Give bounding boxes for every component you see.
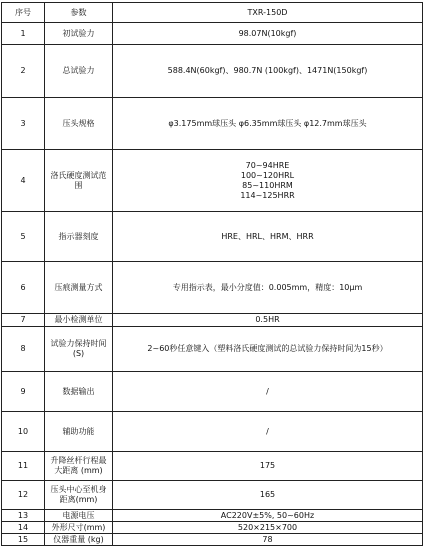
row-no: 5 (2, 212, 45, 262)
table-row (2, 23, 423, 45)
row-param: 升降丝杆行程最大距离 (mm) (45, 452, 113, 481)
header-param: 参数 (45, 3, 113, 23)
table-row (2, 314, 423, 327)
row-value: φ3.175mm球压头 φ6.35mm球压头 φ12.7mm球压头 (113, 98, 423, 150)
row-value: 520×215×700 (113, 522, 423, 534)
table-row (2, 481, 423, 510)
row-value: 0.5HR (113, 314, 423, 327)
range-line: 85~110HRM (242, 180, 293, 190)
row-value-multiline (113, 150, 423, 212)
table-row (2, 412, 423, 452)
row-no: 2 (2, 45, 45, 98)
row-param: 初试验力 (45, 23, 113, 45)
row-param: 仪器重量 (kg) (45, 534, 113, 546)
row-param: 总试验力 (45, 45, 113, 98)
range-line: 114~125HRR (240, 190, 295, 200)
row-param: 电源电压 (45, 510, 113, 522)
row-value: / (113, 412, 423, 452)
header-no: 序号 (2, 3, 45, 23)
row-value: 78 (113, 534, 423, 546)
table-row (2, 452, 423, 481)
row-value: 98.07N(10kgf) (113, 23, 423, 45)
row-no: 3 (2, 98, 45, 150)
row-value: AC220V±5%, 50~60Hz (113, 510, 423, 522)
row-no: 12 (2, 481, 45, 510)
table-row (2, 522, 423, 534)
row-no: 1 (2, 23, 45, 45)
row-param: 辅助功能 (45, 412, 113, 452)
range-line: 70~94HRE (245, 160, 290, 170)
spec-table (1, 2, 423, 546)
row-value: 165 (113, 481, 423, 510)
row-param: 压头规格 (45, 98, 113, 150)
table-row (2, 327, 423, 372)
table-row (2, 150, 423, 212)
table-row (2, 212, 423, 262)
row-value: / (113, 372, 423, 412)
row-no: 11 (2, 452, 45, 481)
row-no: 4 (2, 150, 45, 212)
row-param: 外形尺寸(mm) (45, 522, 113, 534)
row-param: 试验力保持时间(S) (45, 327, 113, 372)
row-param: 压头中心至机身距离(mm) (45, 481, 113, 510)
table-row (2, 372, 423, 412)
table-header-row (2, 3, 423, 23)
header-model: TXR-150D (113, 3, 423, 23)
table-row (2, 98, 423, 150)
row-no: 6 (2, 262, 45, 314)
row-param: 指示器刻度 (45, 212, 113, 262)
row-no: 13 (2, 510, 45, 522)
row-no: 7 (2, 314, 45, 327)
row-no: 15 (2, 534, 45, 546)
table-row (2, 45, 423, 98)
row-value: 588.4N(60kgf)、980.7N (100kgf)、1471N(150kgf) (113, 45, 423, 98)
row-param: 洛氏硬度测试范围 (45, 150, 113, 212)
row-no: 10 (2, 412, 45, 452)
row-value: 2~60秒任意键入（塑料洛氏硬度测试的总试验力保持时间为15秒） (113, 327, 423, 372)
table-row (2, 262, 423, 314)
row-no: 14 (2, 522, 45, 534)
row-value: 175 (113, 452, 423, 481)
range-line: 100~120HRL (240, 170, 295, 180)
row-no: 8 (2, 327, 45, 372)
table-row (2, 534, 423, 546)
row-param: 压痕测量方式 (45, 262, 113, 314)
table-row (2, 510, 423, 522)
row-value: HRE、HRL、HRM、HRR (113, 212, 423, 262)
row-no: 9 (2, 372, 45, 412)
row-value: 专用指示表，最小分度值：0.005mm，精度：10μm (113, 262, 423, 314)
row-param: 数据输出 (45, 372, 113, 412)
row-param: 最小检测单位 (45, 314, 113, 327)
